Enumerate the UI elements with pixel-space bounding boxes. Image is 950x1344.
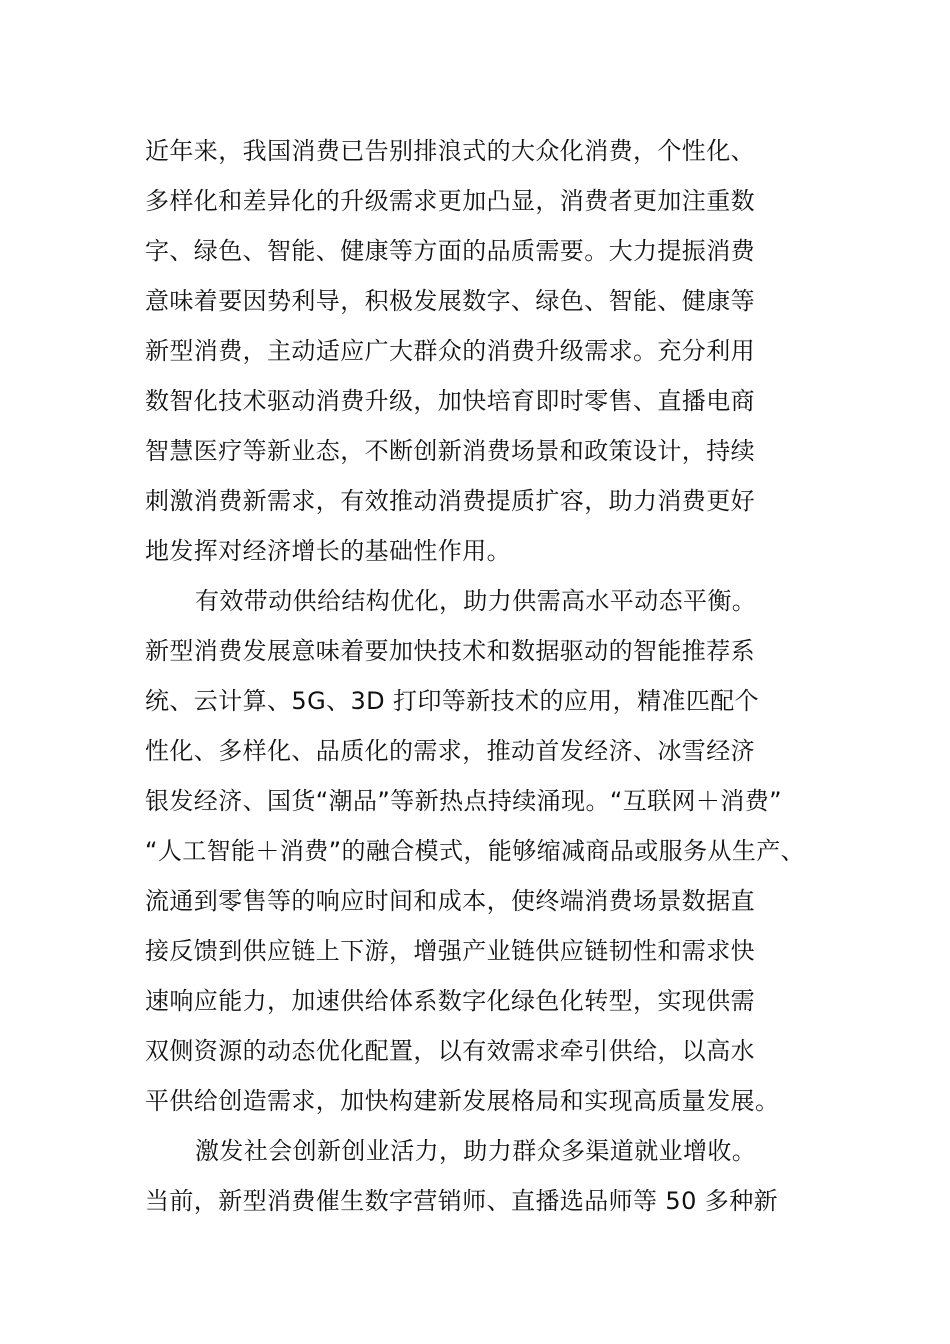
text-line: 双侧资源的动态优化配置，以有效需求牵引供给，以高水 [145, 1037, 755, 1065]
body-text [145, 126, 825, 1226]
text-line: 近年来，我国消费已告别排浪式的大众化消费，个性化、 [145, 137, 755, 165]
paragraph-heading: 激发社会创新创业活力，助力群众多渠道就业增收。 [195, 1137, 757, 1165]
text-line: 统、云计算、5G、3D 打印等新技术的应用，精准匹配个 [145, 687, 760, 715]
text-line: 银发经济、国货“潮品”等新热点持续涌现。“互联网＋消费” [145, 787, 782, 815]
text-line: 地发挥对经济增长的基础性作用。 [145, 537, 511, 565]
text-line: 意味着要因势利导，积极发展数字、绿色、智能、健康等 [145, 287, 755, 315]
text-line: 当前，新型消费催生数字营销师、直播选品师等 50 多种新 [145, 1187, 778, 1215]
text-line: 流通到零售等的响应时间和成本，使终端消费场景数据直 [145, 887, 755, 915]
text-line: 多样化和差异化的升级需求更加凸显，消费者更加注重数 [145, 187, 755, 215]
text-line: 接反馈到供应链上下游，增强产业链供应链韧性和需求快 [145, 937, 755, 965]
text-line: 新型消费发展意味着要加快技术和数据驱动的智能推荐系 [145, 637, 755, 665]
text-line: 智慧医疗等新业态，不断创新消费场景和政策设计，持续 [145, 437, 755, 465]
text-line: 字、绿色、智能、健康等方面的品质需要。大力提振消费 [145, 237, 755, 265]
text-line: 平供给创造需求，加快构建新发展格局和实现高质量发展。 [145, 1087, 780, 1115]
text-line: 新型消费，主动适应广大群众的消费升级需求。充分利用 [145, 337, 755, 365]
text-line: “人工智能＋消费”的融合模式，能够缩减商品或服务从生产、 [145, 837, 806, 865]
text-line: 数智化技术驱动消费升级，加快培育即时零售、直播电商 [145, 387, 755, 415]
text-line: 性化、多样化、品质化的需求，推动首发经济、冰雪经济 [145, 737, 755, 765]
paragraph-heading: 有效带动供给结构优化，助力供需高水平动态平衡。 [195, 587, 757, 615]
text-line: 速响应能力，加速供给体系数字化绿色化转型，实现供需 [145, 987, 755, 1015]
text-line: 刺激消费新需求，有效推动消费提质扩容，助力消费更好 [145, 487, 755, 515]
